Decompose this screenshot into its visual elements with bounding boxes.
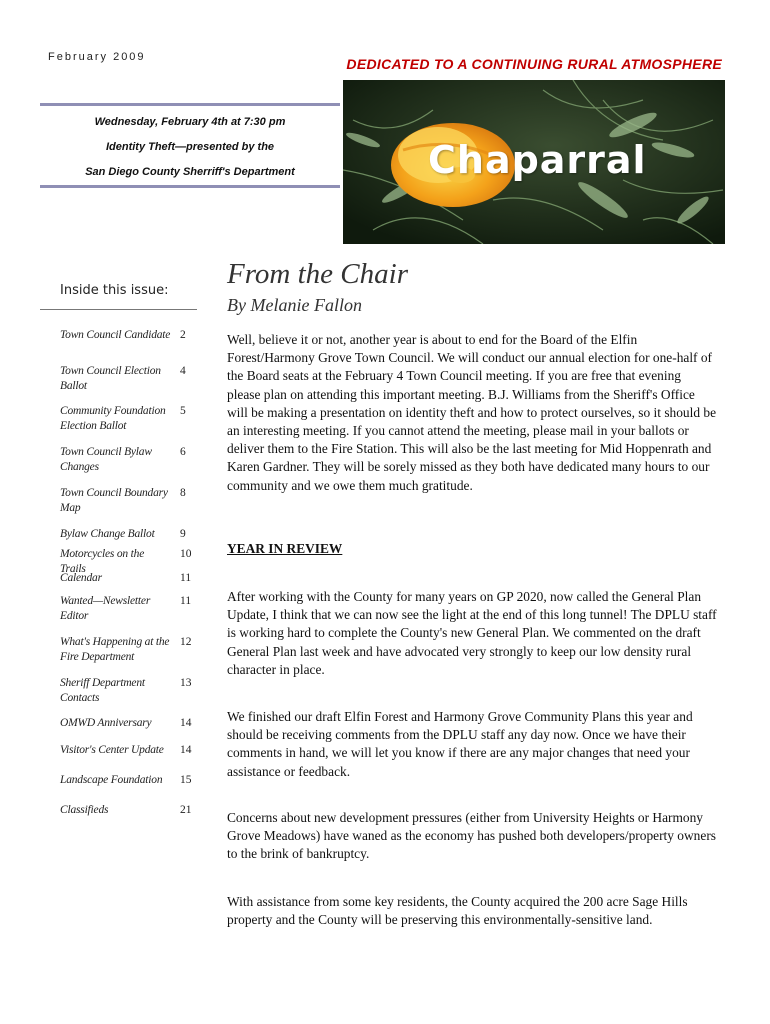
article-paragraph: Concerns about new development pressures (either from University Heights or Harmony Grove Meadows) have waned as the economy has pushed both developers/property owners to the brink of bankruptcy.	[227, 810, 716, 862]
toc-item-page: 13	[180, 677, 192, 689]
article-paragraph: With assistance from some key residents, the County acquired the 200 acre Sage Hills property and the County will be preserving this environmentally-sensitive land.	[227, 894, 688, 928]
toc-item-page: 21	[180, 804, 192, 816]
toc-item-page: 5	[180, 405, 186, 417]
issue-date: February 2009	[48, 51, 146, 63]
article-headline: From the Chair	[227, 258, 408, 290]
toc-item-page: 11	[180, 595, 192, 607]
toc-item-page: 15	[180, 774, 192, 786]
toc-heading: Inside this issue:	[60, 283, 169, 298]
toc-item-title: Wanted—Newsletter Editor	[60, 595, 151, 622]
article-paragraph: After working with the County for many years on GP 2020, now called the General Plan Update, I think that we can now see the light at the end of this long tunnel! The DPLU staff is working hard to complete the County's new General Plan. We commented on the draft General Plan last week and have advocated very strongly to keep our low density rural character in place.	[227, 589, 717, 677]
toc-item-title: Motorcycles on the Trails	[60, 548, 145, 575]
masthead-title: Chaparral	[428, 138, 647, 182]
toc-item-title: Town Council Boundary Map	[60, 487, 168, 514]
toc-item-page: 6	[180, 446, 186, 458]
event-top-rule	[40, 103, 340, 106]
toc-item-title: Bylaw Change Ballot	[60, 528, 155, 540]
toc-item-title: Town Council Candidate	[60, 329, 171, 341]
toc-item-page: 10	[180, 548, 192, 560]
toc-item-page: 8	[180, 487, 186, 499]
event-presenter: San Diego County Sherriff's Department	[85, 166, 295, 178]
toc-item-title: Sheriff Department Contacts	[60, 677, 145, 704]
event-date: Wednesday, February 4th at 7:30 pm	[94, 116, 286, 128]
toc-item-title: Town Council Election Ballot	[60, 365, 161, 392]
toc-item-title: Community Foundation Election Ballot	[60, 405, 166, 432]
toc-item-page: 12	[180, 636, 192, 648]
toc-item-page: 14	[180, 744, 192, 756]
article-intro: Well, believe it or not, another year is about to end for the Board of the Elfin Forest/Harmony Grove Town Council. We will conduct our annual election for one-half of the Board seats at the February 4 Town Council meeting. If you are free that evening please plan on attending this important meeting. B.J. Williams from the Sheriff's Office will be making a presentation on identity theft and how to protect ourselves, so it should be an interesting meeting. If you cannot attend the meeting, please mail in your ballots or deliver them to the Fire Station. This will also be the last meeting for Mid Hoppenrath and Karen Gardner. They will be sorely missed as they both have dedicated many hours to our community and we owe them much gratitude.	[227, 332, 717, 493]
toc-item-page: 2	[180, 329, 186, 341]
toc-item-page: 14	[180, 717, 192, 729]
article-paragraph: We finished our draft Elfin Forest and Harmony Grove Community Plans this year and should be receiving comments from the DPLU staff any day now. Once we have their comments in hand, we will let you know if there are any major changes that need your assistance or feedback.	[227, 709, 693, 779]
toc-item-page: 9	[180, 528, 186, 540]
event-topic: Identity Theft—presented by the	[105, 141, 275, 153]
toc-divider	[40, 309, 197, 310]
newsletter-motto: DEDICATED TO A CONTINUING RURAL ATMOSPHERE	[346, 56, 722, 72]
toc-item-title: Town Council Bylaw Changes	[60, 446, 152, 473]
section-heading-year-in-review: YEAR IN REVIEW	[227, 541, 343, 556]
toc-item-title: Calendar	[60, 572, 102, 584]
toc-item-page: 11	[180, 572, 192, 584]
toc-item-title: Visitor's Center Update	[60, 744, 164, 756]
article-byline: By Melanie Fallon	[227, 295, 362, 315]
toc-item-title: What's Happening at the Fire Department	[60, 636, 170, 663]
event-bottom-rule	[40, 185, 340, 188]
toc-item-title: Classifieds	[60, 804, 109, 816]
toc-item-page: 4	[180, 365, 186, 377]
toc-item-title: OMWD Anniversary	[60, 717, 152, 729]
toc-item-title: Landscape Foundation	[60, 774, 163, 786]
